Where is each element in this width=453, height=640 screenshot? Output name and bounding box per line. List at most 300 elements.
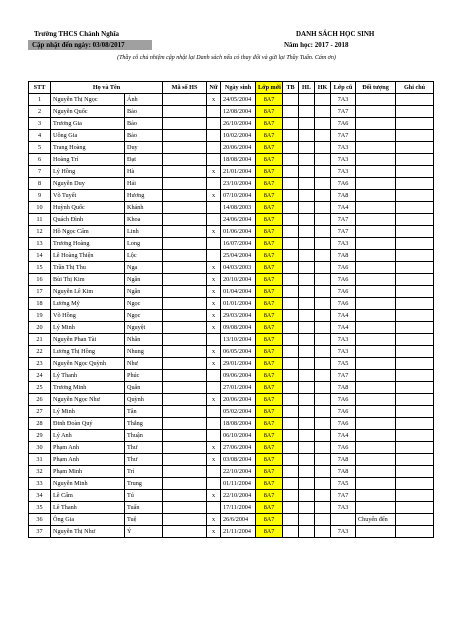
- row-category: [356, 214, 396, 226]
- row-old-class: 7A8: [331, 190, 356, 202]
- row-tb: [283, 490, 299, 502]
- row-notes: [396, 166, 434, 178]
- row-notes: [396, 346, 434, 358]
- row-surname: Lý Minh: [51, 322, 125, 334]
- row-tb: [283, 478, 299, 490]
- row-tb: [283, 142, 299, 154]
- row-female: x: [207, 346, 221, 358]
- row-stt: 23: [29, 358, 51, 370]
- row-hl: [299, 310, 315, 322]
- row-surname: Nguyễn Minh: [51, 478, 125, 490]
- row-given-name: Lộc: [125, 250, 163, 262]
- row-student-id: [163, 478, 207, 490]
- row-new-class: 8A7: [256, 430, 283, 442]
- row-old-class: 7A4: [331, 322, 356, 334]
- row-female: x: [207, 166, 221, 178]
- row-student-id: [163, 394, 207, 406]
- row-hl: [299, 466, 315, 478]
- row-student-id: [163, 514, 207, 526]
- row-new-class: 8A7: [256, 334, 283, 346]
- table-row: [29, 526, 434, 538]
- row-hl: [299, 442, 315, 454]
- row-hl: [299, 250, 315, 262]
- row-old-class: 7A8: [331, 382, 356, 394]
- row-old-class: 7A6: [331, 274, 356, 286]
- row-female: x: [207, 94, 221, 106]
- row-stt: 37: [29, 526, 51, 538]
- table-row: [29, 286, 434, 298]
- row-hk: [315, 418, 331, 430]
- table-row: [29, 442, 434, 454]
- row-hl: [299, 346, 315, 358]
- row-surname: Lương Mỹ: [51, 298, 125, 310]
- row-stt: 7: [29, 166, 51, 178]
- row-new-class: 8A7: [256, 394, 283, 406]
- row-tb: [283, 502, 299, 514]
- row-tb: [283, 370, 299, 382]
- row-surname: Trần Thị Thu: [51, 262, 125, 274]
- row-dob: 10/02/2004: [221, 130, 256, 142]
- row-female: [207, 214, 221, 226]
- row-surname: Phạm Minh: [51, 466, 125, 478]
- table-row: [29, 226, 434, 238]
- row-female: [207, 370, 221, 382]
- row-notes: [396, 490, 434, 502]
- row-hk: [315, 334, 331, 346]
- row-hl: [299, 370, 315, 382]
- row-new-class: 8A7: [256, 250, 283, 262]
- row-student-id: [163, 238, 207, 250]
- row-stt: 3: [29, 118, 51, 130]
- row-new-class: 8A7: [256, 238, 283, 250]
- row-given-name: Tuệ: [125, 514, 163, 526]
- row-student-id: [163, 190, 207, 202]
- row-tb: [283, 166, 299, 178]
- row-hl: [299, 130, 315, 142]
- row-given-name: Thư: [125, 442, 163, 454]
- row-student-id: [163, 502, 207, 514]
- row-category: [356, 322, 396, 334]
- row-old-class: 7A4: [331, 430, 356, 442]
- row-old-class: 7A6: [331, 418, 356, 430]
- row-hk: [315, 502, 331, 514]
- row-category: [356, 502, 396, 514]
- row-surname: Quách Đình: [51, 214, 125, 226]
- row-stt: 10: [29, 202, 51, 214]
- row-female: [207, 154, 221, 166]
- row-category: [356, 526, 396, 538]
- row-stt: 13: [29, 238, 51, 250]
- row-dob: 22/10/2004: [221, 490, 256, 502]
- row-old-class: 7A3: [331, 238, 356, 250]
- row-surname: Trương Hoàng: [51, 238, 125, 250]
- col-hl: HL: [299, 82, 315, 94]
- row-stt: 30: [29, 442, 51, 454]
- row-student-id: [163, 286, 207, 298]
- row-dob: 14/08/2003: [221, 202, 256, 214]
- row-tb: [283, 334, 299, 346]
- col-notes: Ghi chú: [396, 82, 434, 94]
- col-category: Đối tượng: [356, 82, 396, 94]
- row-old-class: 7A6: [331, 262, 356, 274]
- row-hl: [299, 202, 315, 214]
- row-student-id: [163, 106, 207, 118]
- row-category: [356, 370, 396, 382]
- row-notes: [396, 202, 434, 214]
- row-hl: [299, 166, 315, 178]
- table-row: [29, 238, 434, 250]
- row-hk: [315, 322, 331, 334]
- table-row: [29, 334, 434, 346]
- row-old-class: 7A7: [331, 490, 356, 502]
- row-female: x: [207, 190, 221, 202]
- row-notes: [396, 142, 434, 154]
- row-female: [207, 406, 221, 418]
- row-new-class: 8A7: [256, 526, 283, 538]
- row-notes: [396, 262, 434, 274]
- row-new-class: 8A7: [256, 154, 283, 166]
- table-row: [29, 370, 434, 382]
- row-dob: 16/07/2004: [221, 238, 256, 250]
- row-new-class: 8A7: [256, 502, 283, 514]
- row-category: [356, 94, 396, 106]
- row-stt: 6: [29, 154, 51, 166]
- row-stt: 11: [29, 214, 51, 226]
- row-student-id: [163, 406, 207, 418]
- row-hk: [315, 478, 331, 490]
- row-given-name: Duy: [125, 142, 163, 154]
- row-female: [207, 502, 221, 514]
- row-given-name: Tuấn: [125, 502, 163, 514]
- row-tb: [283, 514, 299, 526]
- row-category: [356, 298, 396, 310]
- row-hl: [299, 382, 315, 394]
- col-new-class: Lớp mới: [256, 82, 283, 94]
- row-given-name: Nhung: [125, 346, 163, 358]
- row-hk: [315, 442, 331, 454]
- row-new-class: 8A7: [256, 274, 283, 286]
- row-given-name: Khánh: [125, 202, 163, 214]
- row-category: [356, 334, 396, 346]
- row-tb: [283, 106, 299, 118]
- row-old-class: 7A3: [331, 334, 356, 346]
- row-notes: [396, 190, 434, 202]
- row-hk: [315, 142, 331, 154]
- row-new-class: 8A7: [256, 130, 283, 142]
- table-row: [29, 514, 434, 526]
- row-hl: [299, 178, 315, 190]
- row-notes: [396, 514, 434, 526]
- row-stt: 5: [29, 142, 51, 154]
- row-new-class: 8A7: [256, 514, 283, 526]
- page-title: DANH SÁCH HỌC SINH: [296, 30, 375, 38]
- row-category: [356, 130, 396, 142]
- row-stt: 22: [29, 346, 51, 358]
- row-dob: 21/11/2004: [221, 526, 256, 538]
- row-new-class: 8A7: [256, 226, 283, 238]
- row-surname: Trương Minh: [51, 382, 125, 394]
- row-female: x: [207, 514, 221, 526]
- table-row: [29, 346, 434, 358]
- row-notes: [396, 214, 434, 226]
- row-hl: [299, 214, 315, 226]
- row-female: x: [207, 394, 221, 406]
- row-stt: 33: [29, 478, 51, 490]
- row-category: [356, 142, 396, 154]
- row-tb: [283, 442, 299, 454]
- row-stt: 35: [29, 502, 51, 514]
- row-tb: [283, 130, 299, 142]
- row-category: [356, 286, 396, 298]
- table-row: [29, 382, 434, 394]
- col-hk: HK: [315, 82, 331, 94]
- row-notes: [396, 526, 434, 538]
- row-hl: [299, 106, 315, 118]
- row-tb: [283, 322, 299, 334]
- row-hk: [315, 298, 331, 310]
- col-student-id: Mã số HS: [163, 82, 207, 94]
- row-surname: Huỳnh Quốc: [51, 202, 125, 214]
- row-student-id: [163, 250, 207, 262]
- row-stt: 16: [29, 274, 51, 286]
- row-dob: 24/05/2004: [221, 94, 256, 106]
- row-female: [207, 130, 221, 142]
- row-new-class: 8A7: [256, 478, 283, 490]
- row-surname: Nguyễn Ngọc Như: [51, 394, 125, 406]
- school-name: Trường THCS Chánh Nghĩa: [34, 30, 120, 38]
- row-tb: [283, 226, 299, 238]
- row-given-name: Thắng: [125, 418, 163, 430]
- row-dob: 29/03/2004: [221, 310, 256, 322]
- row-surname: Nguyễn Duy: [51, 178, 125, 190]
- row-female: x: [207, 526, 221, 538]
- row-given-name: Phúc: [125, 370, 163, 382]
- row-hk: [315, 238, 331, 250]
- row-dob: 23/10/2004: [221, 178, 256, 190]
- table-row: [29, 454, 434, 466]
- row-hl: [299, 358, 315, 370]
- row-new-class: 8A7: [256, 94, 283, 106]
- row-hl: [299, 430, 315, 442]
- row-female: [207, 238, 221, 250]
- table-row: [29, 178, 434, 190]
- row-surname: Lý Hồng: [51, 166, 125, 178]
- row-stt: 29: [29, 430, 51, 442]
- row-female: x: [207, 358, 221, 370]
- row-female: [207, 478, 221, 490]
- table-row: [29, 202, 434, 214]
- row-dob: 20/06/2004: [221, 142, 256, 154]
- row-female: x: [207, 310, 221, 322]
- row-stt: 34: [29, 490, 51, 502]
- row-surname: Trương Gia: [51, 118, 125, 130]
- table-row: [29, 310, 434, 322]
- row-given-name: Thư: [125, 454, 163, 466]
- row-hl: [299, 478, 315, 490]
- row-given-name: Tú: [125, 490, 163, 502]
- row-hk: [315, 202, 331, 214]
- row-notes: [396, 370, 434, 382]
- row-category: [356, 430, 396, 442]
- row-surname: Lý Thanh: [51, 370, 125, 382]
- row-dob: 25/04/2004: [221, 250, 256, 262]
- row-old-class: 7A7: [331, 226, 356, 238]
- row-dob: 03/08/2004: [221, 454, 256, 466]
- row-surname: Uông Gia: [51, 130, 125, 142]
- row-dob: 06/05/2004: [221, 346, 256, 358]
- table-row: [29, 418, 434, 430]
- row-old-class: 7A3: [331, 346, 356, 358]
- row-tb: [283, 154, 299, 166]
- row-given-name: Linh: [125, 226, 163, 238]
- row-female: x: [207, 454, 221, 466]
- row-category: [356, 202, 396, 214]
- row-female: [207, 418, 221, 430]
- row-hl: [299, 142, 315, 154]
- row-surname: Võ Hồng: [51, 310, 125, 322]
- instruction-note: (Thầy cô chủ nhiệm cập nhật lại Danh sách nếu có thay đổi và gửi lại Thầy Tuấn. Cám ơn): [117, 55, 336, 61]
- row-given-name: Hải: [125, 178, 163, 190]
- row-dob: 07/10/2004: [221, 190, 256, 202]
- row-female: [207, 430, 221, 442]
- row-category: [356, 382, 396, 394]
- row-old-class: 7A8: [331, 466, 356, 478]
- row-surname: Phạm Anh: [51, 454, 125, 466]
- col-tb: TB: [283, 82, 299, 94]
- row-old-class: 7A6: [331, 178, 356, 190]
- row-category: [356, 262, 396, 274]
- row-new-class: 8A7: [256, 454, 283, 466]
- row-category: [356, 166, 396, 178]
- row-stt: 28: [29, 418, 51, 430]
- table-row: [29, 118, 434, 130]
- row-notes: [396, 250, 434, 262]
- col-stt: STT: [29, 82, 51, 94]
- row-tb: [283, 418, 299, 430]
- row-hk: [315, 178, 331, 190]
- table-row: [29, 154, 434, 166]
- row-category: [356, 478, 396, 490]
- row-tb: [283, 526, 299, 538]
- row-stt: 4: [29, 130, 51, 142]
- row-new-class: 8A7: [256, 466, 283, 478]
- table-row: [29, 502, 434, 514]
- row-given-name: Bảo: [125, 106, 163, 118]
- row-stt: 14: [29, 250, 51, 262]
- row-new-class: 8A7: [256, 118, 283, 130]
- row-tb: [283, 262, 299, 274]
- row-hl: [299, 154, 315, 166]
- row-category: [356, 118, 396, 130]
- row-student-id: [163, 130, 207, 142]
- row-new-class: 8A7: [256, 490, 283, 502]
- row-dob: 22/10/2004: [221, 466, 256, 478]
- row-female: [207, 202, 221, 214]
- row-student-id: [163, 490, 207, 502]
- row-notes: [396, 382, 434, 394]
- school-year: Năm học: 2017 - 2018: [284, 41, 349, 49]
- row-female: [207, 118, 221, 130]
- row-old-class: 7A6: [331, 118, 356, 130]
- table-row: [29, 250, 434, 262]
- row-new-class: 8A7: [256, 370, 283, 382]
- row-hk: [315, 190, 331, 202]
- row-hl: [299, 322, 315, 334]
- row-given-name: Ý: [125, 526, 163, 538]
- row-student-id: [163, 322, 207, 334]
- row-hk: [315, 274, 331, 286]
- row-student-id: [163, 142, 207, 154]
- row-notes: [396, 178, 434, 190]
- row-dob: 24/06/2004: [221, 214, 256, 226]
- row-stt: 1: [29, 94, 51, 106]
- row-given-name: Thuận: [125, 430, 163, 442]
- row-old-class: 7A8: [331, 454, 356, 466]
- row-student-id: [163, 334, 207, 346]
- row-surname: Trang Hoàng: [51, 142, 125, 154]
- table-row: [29, 190, 434, 202]
- row-category: [356, 406, 396, 418]
- row-hk: [315, 358, 331, 370]
- row-hk: [315, 370, 331, 382]
- row-hl: [299, 226, 315, 238]
- row-notes: [396, 238, 434, 250]
- row-student-id: [163, 382, 207, 394]
- row-given-name: Quân: [125, 382, 163, 394]
- row-tb: [283, 94, 299, 106]
- row-old-class: 7A3: [331, 526, 356, 538]
- row-stt: 8: [29, 178, 51, 190]
- row-tb: [283, 250, 299, 262]
- table-row: [29, 214, 434, 226]
- row-given-name: Ngọc: [125, 310, 163, 322]
- row-category: [356, 394, 396, 406]
- row-female: [207, 142, 221, 154]
- row-dob: 27/06/2004: [221, 442, 256, 454]
- row-dob: 12/08/2004: [221, 106, 256, 118]
- row-notes: [396, 154, 434, 166]
- row-new-class: 8A7: [256, 358, 283, 370]
- row-surname: Lý Minh: [51, 406, 125, 418]
- table-row: [29, 322, 434, 334]
- row-female: x: [207, 286, 221, 298]
- col-old-class: Lớp cũ: [331, 82, 356, 94]
- row-notes: [396, 310, 434, 322]
- table-row: [29, 478, 434, 490]
- row-old-class: 7A3: [331, 166, 356, 178]
- row-old-class: 7A7: [331, 106, 356, 118]
- row-notes: [396, 478, 434, 490]
- row-tb: [283, 406, 299, 418]
- row-tb: [283, 202, 299, 214]
- row-tb: [283, 214, 299, 226]
- row-tb: [283, 274, 299, 286]
- row-tb: [283, 394, 299, 406]
- row-old-class: 7A5: [331, 358, 356, 370]
- row-category: [356, 346, 396, 358]
- row-female: [207, 250, 221, 262]
- row-notes: [396, 226, 434, 238]
- row-old-class: 7A7: [331, 370, 356, 382]
- row-category: [356, 190, 396, 202]
- row-student-id: [163, 466, 207, 478]
- row-tb: [283, 178, 299, 190]
- row-notes: [396, 430, 434, 442]
- table-row: [29, 466, 434, 478]
- row-hl: [299, 418, 315, 430]
- row-hl: [299, 94, 315, 106]
- row-given-name: Ngân: [125, 274, 163, 286]
